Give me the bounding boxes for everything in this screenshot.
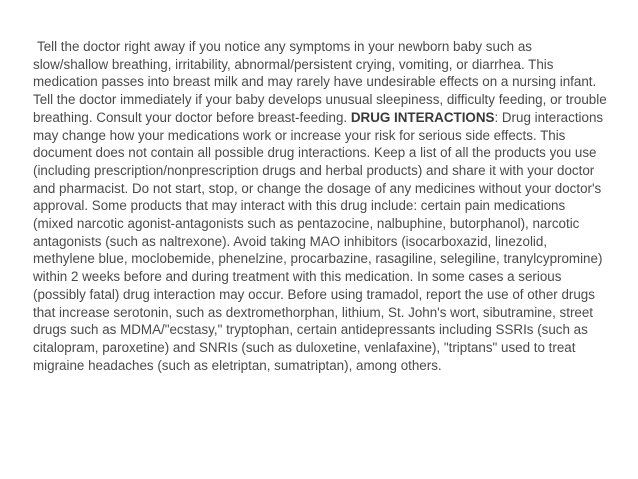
body-text	[33, 38, 608, 374]
warning-paragraph: Tell the doctor right away if you notice any symptoms in your newborn baby such as slow/shallow breathing, irritability, abnormal/persistent crying, vomiting, or diarrhea. This medication passes into breast milk and may rarely have undesirable effects on a nursing infant. Tell the doctor immediately if your baby develops unusual sleepiness, difficulty feeding, or trouble breathing. Consult your doctor before breast-feeding.	[33, 39, 607, 125]
section-heading-drug-interactions: DRUG INTERACTIONS	[350, 109, 495, 125]
interactions-paragraph: : Drug interactions may change how your medications work or increase your risk for serious side effects. This document does not contain all possible drug interactions. Keep a list of all the products you use (including prescription/nonprescription drugs and herbal products) and share it with your doctor and pharmacist. Do not start, stop, or change the dosage of any medicines without your doctor's approval. Some products that may interact with this drug include: certain pain medications (mixed narcotic agonist-antagonists such as pentazocine, nalbuphine, butorphanol), narcotic antagonists (such as naltrexone). Avoid taking MAO inhibitors (isocarboxazid, linezolid, methylene blue, moclobemide, phenelzine, procarbazine, rasagiline, selegiline, tranylcypromine) within 2 weeks before and during treatment with this medication. In some cases a serious (possibly fatal) drug interaction may occur. Before using tramadol, report the use of other drugs that increase serotonin, such as dextromethorphan, lithium, St. John's wort, sibutramine, street drugs such as MDMA/"ecstasy," tryptophan, certain antidepressants including SSRIs (such as citalopram, paroxetine) and SNRIs (such as duloxetine, venlafaxine), "triptans" used to treat migraine headaches (such as eletriptan, sumatriptan), among others.	[33, 109, 604, 373]
